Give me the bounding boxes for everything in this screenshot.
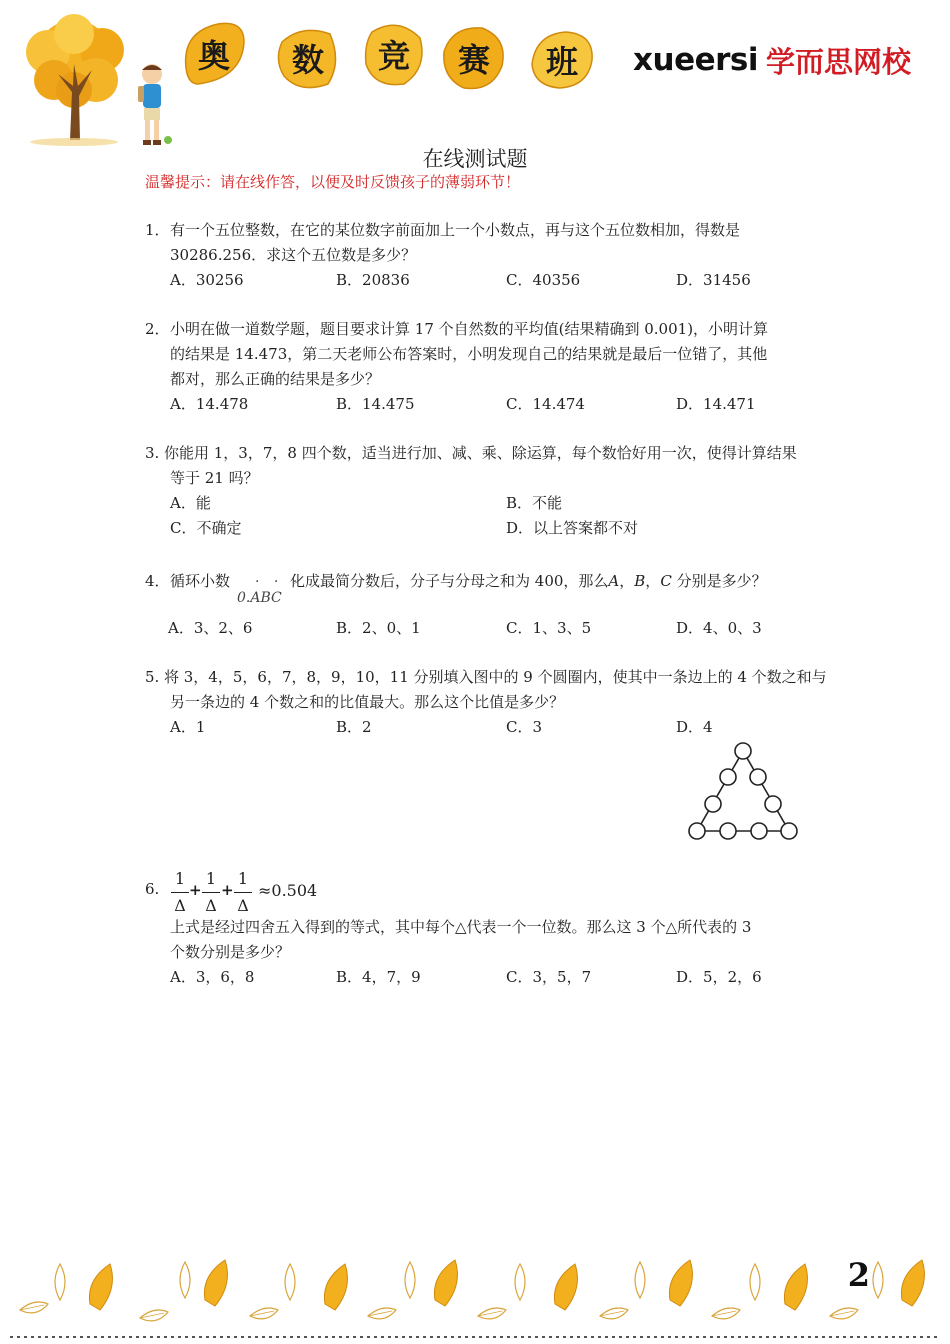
- question-text: 等于 21 吗？: [170, 469, 259, 487]
- fraction-denominator: Δ: [205, 896, 217, 915]
- option-d[interactable]: D．31456: [676, 271, 751, 289]
- question-text: 的结果是 14.473，第二天老师公布答案时，小明发现自己的结果就是最后一位错了，其他: [170, 345, 768, 363]
- diagram-circle: [765, 796, 781, 812]
- question-number: 6.: [145, 880, 160, 898]
- diagram-circle: [689, 823, 705, 839]
- title-leaf-4: [438, 22, 510, 94]
- brand-name-en: xueersi: [633, 42, 758, 78]
- tip-text: 温馨提示：请在线作答，以便及时反馈孩子的薄弱环节！: [145, 173, 521, 191]
- question-text: 将 3，4，5，6，7，8，9，10，11 分别填入图中的 9 个圆圈内，使其中一条边上的 4 个数之和与: [164, 668, 827, 686]
- fraction-numerator: 1: [237, 869, 249, 888]
- title-leaf-1: [178, 18, 250, 90]
- option-b[interactable]: B．20836: [336, 271, 410, 289]
- title-char-3: 竞: [377, 37, 410, 75]
- question-number: 4．: [145, 572, 170, 590]
- child-illustration: [132, 60, 174, 150]
- option-b[interactable]: B．不能: [506, 494, 563, 512]
- brand-name-cn: 学而思网校: [765, 44, 911, 79]
- question-text: 化成最简分数后，分子与分母之和为 400，那么A，B，C 分别是多少？: [290, 572, 767, 590]
- question-text: 循环小数: [170, 572, 231, 590]
- option-d[interactable]: D．4: [676, 718, 713, 736]
- fraction-denominator: Δ: [237, 896, 249, 915]
- diagram-circle: [750, 769, 766, 785]
- question-text: 你能用 1，3，7，8 四个数，适当进行加、减、乘、除运算，每个数恰好用一次，使得计算结果: [164, 444, 797, 462]
- option-a[interactable]: A．3、2、6: [168, 619, 253, 637]
- title-char-2: 数: [291, 41, 324, 79]
- option-b[interactable]: B．2: [336, 718, 372, 736]
- option-d[interactable]: D．14.471: [676, 395, 756, 413]
- option-c[interactable]: C．40356: [506, 271, 581, 289]
- diagram-circle: [735, 743, 751, 759]
- question-text: 个数分别是多少？: [170, 943, 291, 961]
- option-a[interactable]: A．14.478: [170, 395, 249, 413]
- option-c[interactable]: C．不确定: [170, 519, 242, 537]
- title-leaf-5: [526, 24, 598, 96]
- repeating-dots: . . .: [255, 570, 303, 586]
- option-a[interactable]: A．3，6，8: [170, 968, 255, 986]
- footer-leaf-border: [0, 1250, 950, 1344]
- question-text: 都对，那么正确的结果是多少？: [170, 370, 381, 388]
- triangle-circle-diagram: [684, 738, 804, 842]
- option-a[interactable]: A．1: [170, 718, 206, 736]
- plus-sign: +: [189, 881, 202, 899]
- brand-logo: [633, 40, 911, 80]
- question-4: [145, 569, 810, 639]
- option-c[interactable]: C．14.474: [506, 395, 585, 413]
- autumn-tree-illustration: [18, 12, 130, 148]
- fraction-denominator: Δ: [174, 896, 186, 915]
- title-char-1: 奥: [197, 37, 230, 75]
- question-text: 30286.256．求这个五位数是多少？: [170, 246, 417, 264]
- diagram-circle: [781, 823, 797, 839]
- option-c[interactable]: C．3，5，7: [506, 968, 592, 986]
- diagram-circle: [751, 823, 767, 839]
- plus-sign: +: [221, 881, 234, 899]
- fraction-numerator: 1: [174, 869, 186, 888]
- leaf-icon: [20, 1260, 924, 1321]
- question-6: [145, 866, 810, 991]
- option-a[interactable]: A．能: [170, 494, 211, 512]
- question-text: 有一个五位整数，在它的某位数字前面加上一个小数点，再与这个五位数相加，得数是: [170, 221, 741, 239]
- question-text: 另一条边的 4 个数之和的比值最大。那么这个比值是多少？: [170, 693, 565, 711]
- question-number: 2．: [145, 320, 170, 338]
- page-title: 在线测试题: [422, 147, 528, 171]
- option-c[interactable]: C．3: [506, 718, 543, 736]
- question-number: 3.: [145, 444, 160, 462]
- fraction-numerator: 1: [205, 869, 217, 888]
- option-c[interactable]: C．1、3、5: [506, 619, 592, 637]
- question-text: 小明在做一道数学题，题目要求计算 17 个自然数的平均值(结果精确到 0.001)，小明计算: [170, 320, 769, 338]
- title-leaf-3: [358, 18, 430, 90]
- diagram-circle: [720, 823, 736, 839]
- option-b[interactable]: B．4，7，9: [336, 968, 421, 986]
- option-d[interactable]: D．以上答案都不对: [506, 519, 639, 537]
- option-d[interactable]: D．5，2，6: [676, 968, 762, 986]
- option-a[interactable]: A．30256: [170, 271, 244, 289]
- question-number: 5.: [145, 668, 160, 686]
- page-number: 2: [847, 1256, 870, 1294]
- approx-value: ≈0.504: [258, 881, 318, 900]
- question-number: 1．: [145, 221, 170, 239]
- title-char-5: 班: [545, 43, 578, 81]
- question-text: 上式是经过四舍五入得到的等式，其中每个△代表一个一位数。那么这 3 个△所代表的 3: [170, 918, 752, 936]
- diagram-circle: [705, 796, 721, 812]
- decimal-value: 0.ABC: [237, 590, 282, 606]
- option-b[interactable]: B．2、0、1: [336, 619, 421, 637]
- diagram-circle: [720, 769, 736, 785]
- option-b[interactable]: B．14.475: [336, 395, 415, 413]
- title-leaf-2: [272, 22, 344, 94]
- option-d[interactable]: D．4、0、3: [676, 619, 762, 637]
- title-char-4: 赛: [457, 41, 490, 79]
